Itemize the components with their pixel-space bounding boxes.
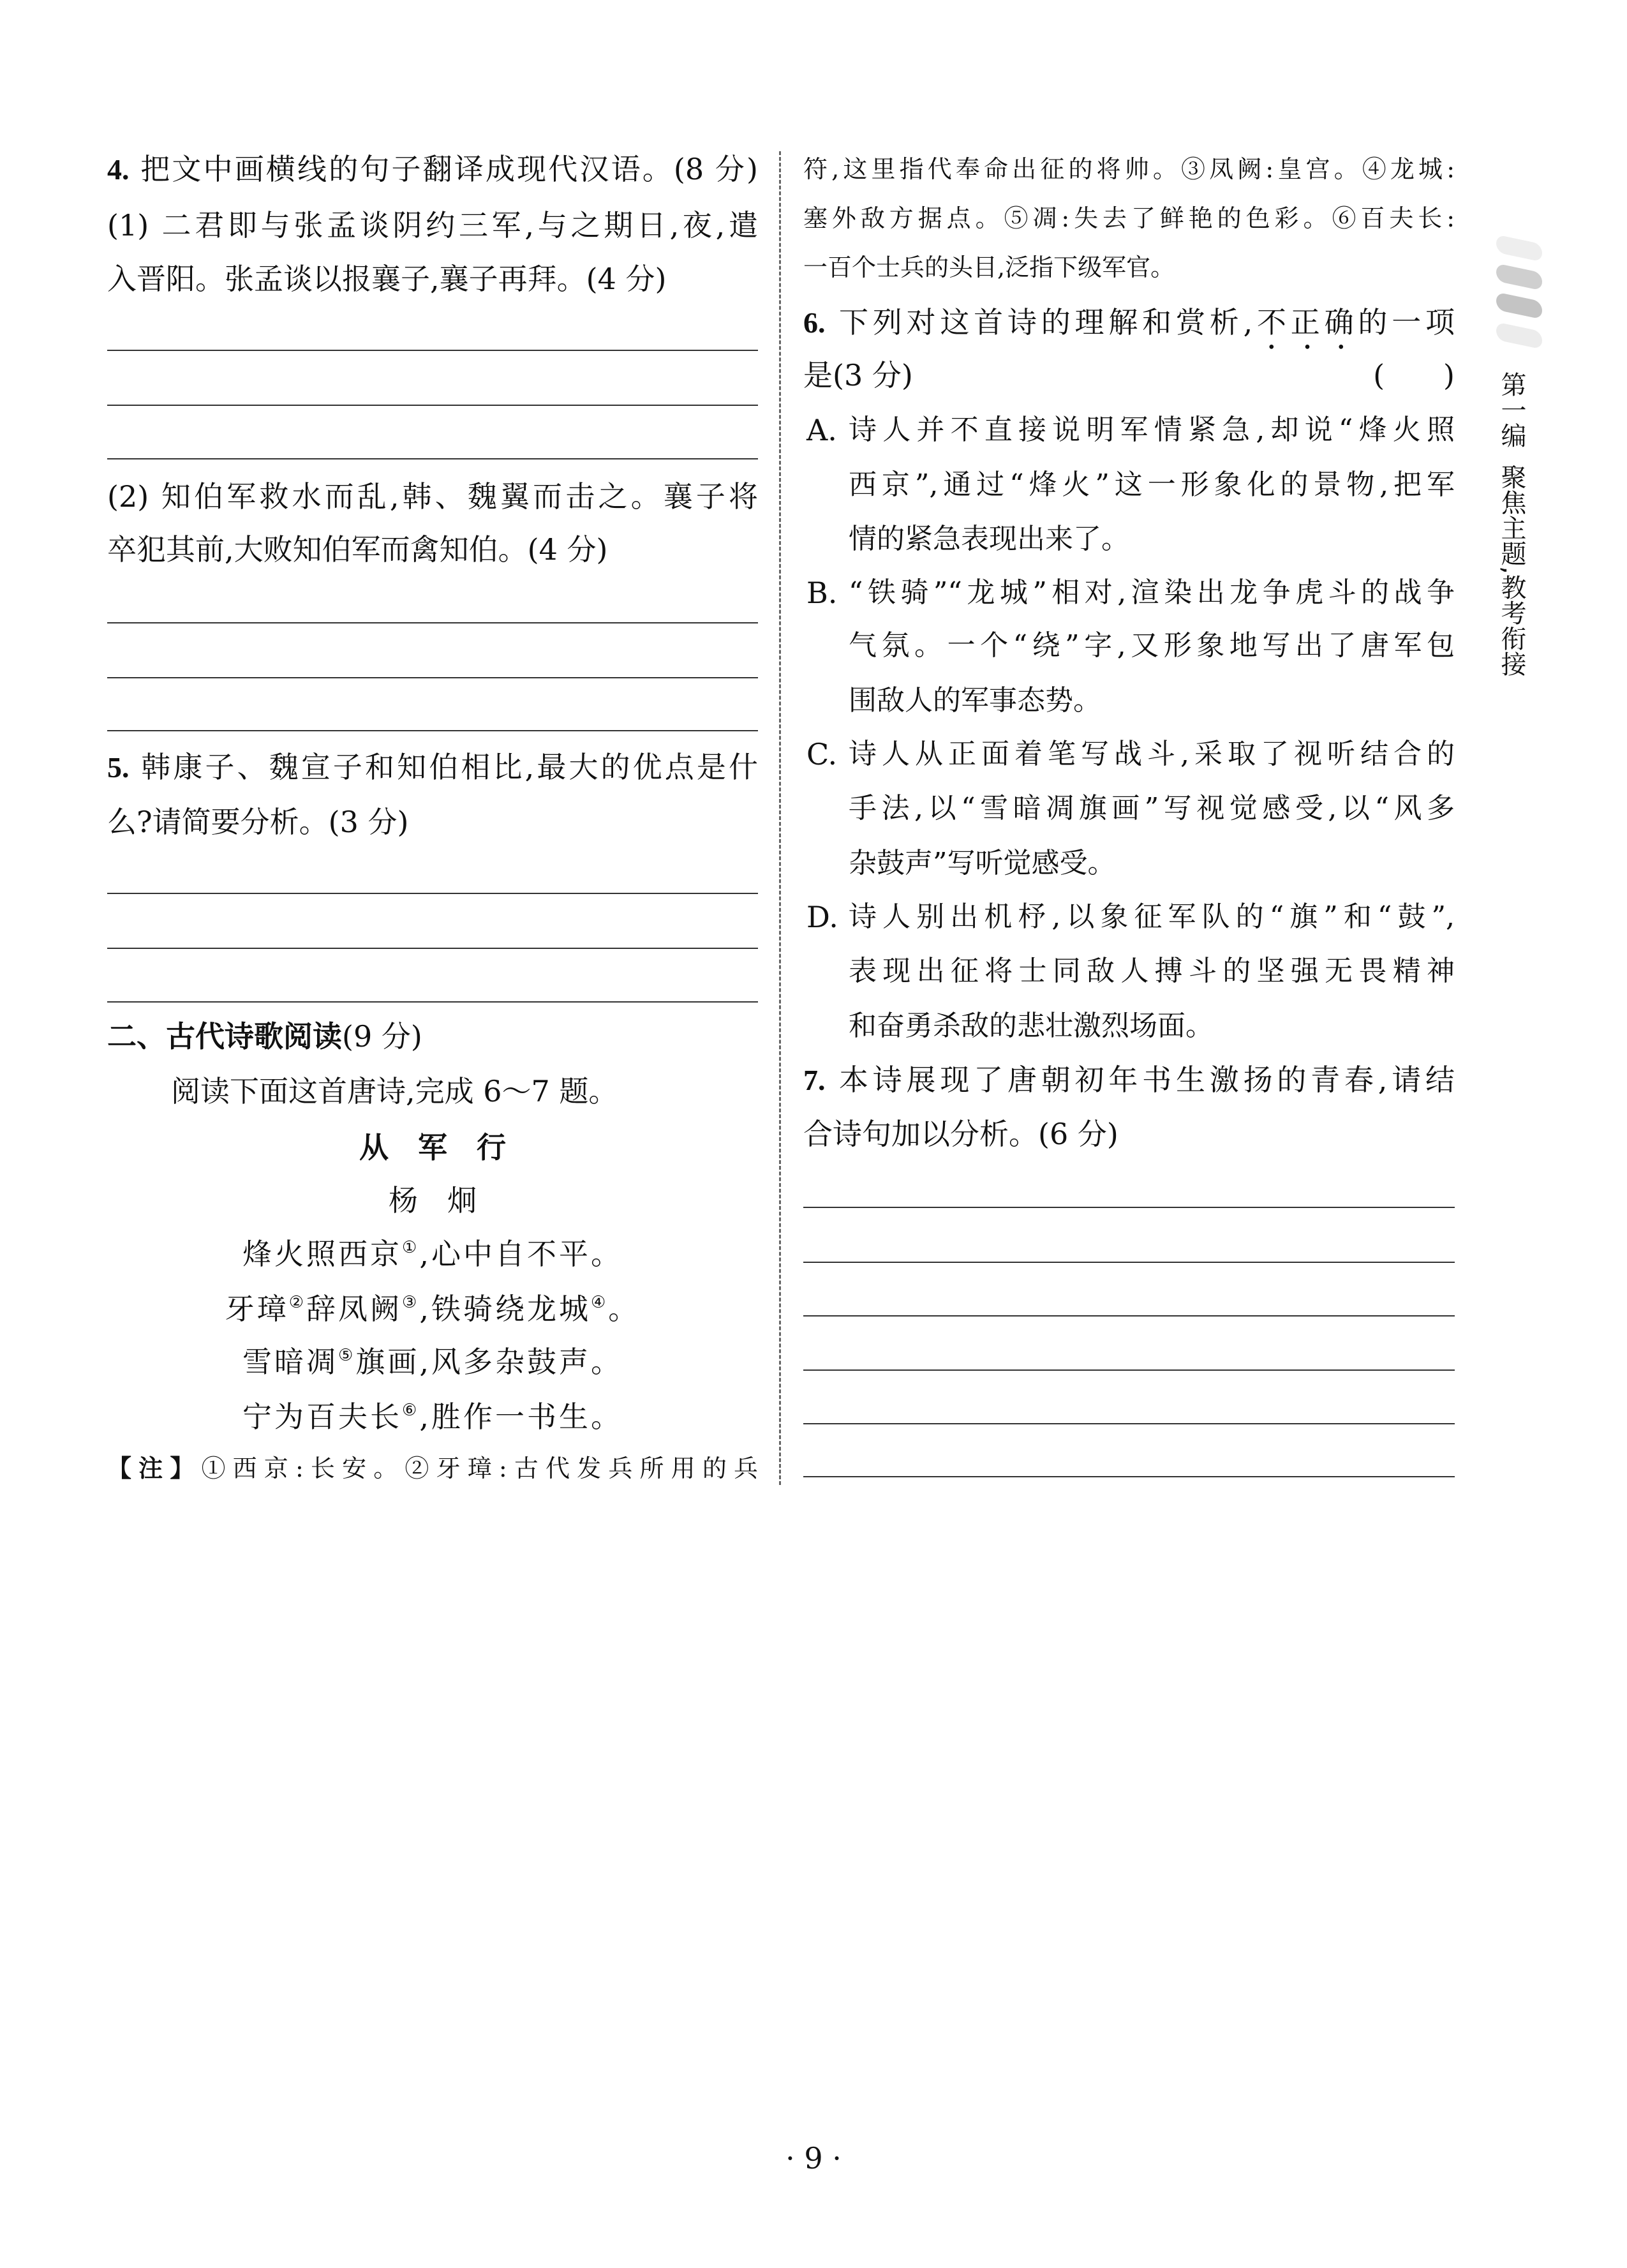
q5-line1-text: 韩康子、魏宣子和知伯相比,最大的优点是什 [141,750,759,784]
option-d-line: 诗人别出机杼,以象征军队的“旗”和“鼓”, [849,900,1455,933]
q4-sub2-line1: (2) 知伯军救水而乱,韩、魏翼而击之。襄子将 [107,479,758,514]
q5-number: 5. [107,751,130,784]
poem-text: ,铁骑绕龙城 [419,1292,591,1326]
q6-text: 是(3 分) [803,358,913,392]
q6-number: 6. [803,306,826,339]
answer-line[interactable] [107,622,758,623]
option-c-line: 手法,以“雪暗凋旗画”写视觉感受,以“风多 [849,792,1455,824]
answer-line[interactable] [803,1476,1455,1477]
footnote-marker: ⑥ [402,1401,420,1420]
poem-text: 烽火照西京 [242,1237,403,1271]
option-b-line: 气氛。一个“绕”字,又形象地写出了唐军包 [849,629,1455,662]
option-a-line: 诗人并不直接说明军情紧急,却说“烽火照 [849,414,1455,446]
answer-line[interactable] [803,1262,1455,1263]
q6-text: 下列对这首诗的理解和赏析, [838,305,1253,339]
q7-line1 [803,1061,1455,1099]
side-tab-theme: 聚焦主题,教考衔接 [1497,464,1526,676]
q6-emphasis: 不正确 [1252,305,1358,339]
poem-text: 辞凤阙 [306,1292,403,1326]
answer-line[interactable] [107,948,758,949]
option-d-line: 表现出征将士同敌人搏斗的坚强无畏精神 [849,955,1455,987]
poem-text: 雪暗凋 [242,1345,339,1379]
answer-line[interactable] [107,893,758,894]
section2-title: 二、古代诗歌阅读 [107,1019,342,1054]
answer-line[interactable] [107,730,758,731]
answer-line[interactable] [107,405,758,406]
poem-text: 。 [608,1292,641,1326]
poem-line-3 [107,1343,758,1380]
option-a-line: 西京”,通过“烽火”这一形象化的景物,把军 [849,468,1455,501]
poem-text: ,胜作一书生。 [419,1399,623,1434]
footnote-marker: ④ [590,1293,609,1312]
note-continued: 塞外敌方据点。⑤凋:失去了鲜艳的色彩。⑥百夫长: [803,204,1455,232]
section2-points: (9 分) [342,1019,422,1054]
footnote-marker: ② [288,1293,307,1312]
poem-author: 杨 炯 [389,1183,477,1218]
poem-text: ,心中自不平。 [419,1237,623,1271]
poem-note [107,1453,758,1484]
answer-line[interactable] [803,1315,1455,1317]
answer-line[interactable] [803,1207,1455,1208]
option-b-label: B. [806,576,838,610]
column-divider [779,151,781,1485]
poem-line-4 [107,1398,758,1435]
q4-sub1-line2: 入晋阳。张孟谈以报襄子,襄子再拜。(4 分) [107,262,667,296]
option-a-label: A. [806,413,837,447]
q7-text: 本诗展现了唐朝初年书生激扬的青春,请结 [838,1063,1455,1097]
answer-blank[interactable]: ( ) [1373,358,1455,392]
poem-title: 从 军 行 [359,1130,506,1165]
side-tab-part: 第一编 [1497,371,1526,448]
poem-text: 旗画,风多杂鼓声。 [355,1345,623,1379]
poem-line-1 [107,1235,758,1272]
option-b-line: “铁骑”“龙城”相对,渲染出龙争虎斗的战争 [849,576,1455,609]
note-text: ①西京:长安。②牙璋:古代发兵所用的兵 [201,1454,758,1482]
poem-line-2 [107,1290,758,1327]
q4-sub2-line2: 卒犯其前,大败知伯军而禽知伯。(4 分) [107,532,608,567]
answer-line[interactable] [107,1001,758,1003]
answer-line[interactable] [107,677,758,678]
q4-sub1-line1: (1) 二君即与张孟谈阴约三军,与之期日,夜,遣 [107,208,758,242]
q4-prompt [107,151,758,188]
q4-prompt-text: 把文中画横线的句子翻译成现代汉语。(8 分) [140,152,759,186]
footnote-marker: ③ [402,1293,420,1312]
footnote-marker: ① [402,1238,420,1257]
page-number: · 9 · [785,2141,842,2175]
q7-number: 7. [803,1064,826,1096]
poem-text: 宁为百夫长 [242,1399,403,1434]
poem-text: 牙璋 [225,1292,289,1326]
section2-intro: 阅读下面这首唐诗,完成 6～7 题。 [171,1074,618,1108]
answer-line[interactable] [107,350,758,351]
q4-number: 4. [107,153,130,186]
option-c-line: 杂鼓声”写听觉感受。 [849,847,1116,879]
q6-line2 [803,357,1455,394]
q5-line1 [107,749,758,786]
note-label: 【注】 [107,1454,202,1482]
answer-line[interactable] [803,1369,1455,1371]
q5-line2: 么?请简要分析。(3 分) [107,805,409,839]
answer-line[interactable] [803,1423,1455,1424]
option-c-label: C. [806,737,838,772]
option-d-line: 和奋勇杀敌的悲壮激烈场面。 [849,1010,1214,1042]
section2-heading [107,1018,758,1055]
option-b-line: 围敌人的军事态势。 [849,684,1101,717]
option-a-line: 情的紧急表现出来了。 [849,523,1129,555]
option-c-line: 诗人从正面着笔写战斗,采取了视听结合的 [849,738,1455,770]
note-continued: 符,这里指代奉命出征的将帅。③凤阙:皇宫。④龙城: [803,155,1455,183]
option-d-label: D. [806,900,838,934]
answer-line[interactable] [107,458,758,459]
q6-text: 的一项 [1358,305,1455,339]
note-continued: 一百个士兵的头目,泛指下级军官。 [803,253,1175,281]
footnote-marker: ⑤ [338,1346,356,1365]
q6-line1 [803,304,1455,356]
q7-line2: 合诗句加以分析。(6 分) [803,1117,1118,1151]
